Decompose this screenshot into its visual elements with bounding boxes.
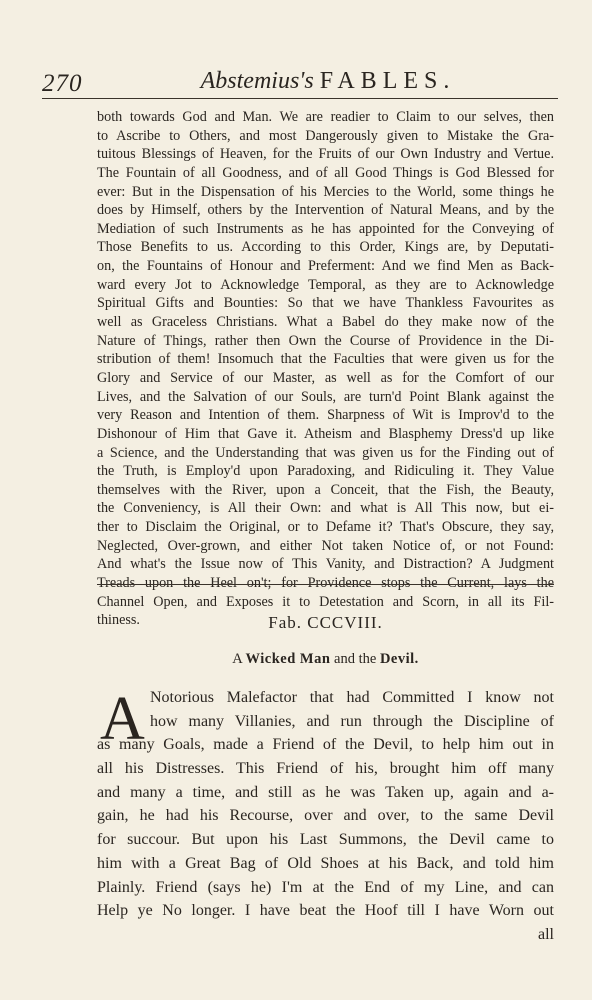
fable-title-article: A: [232, 651, 242, 667]
fable-text: [97, 686, 554, 947]
text-line: The Fountain of all Goodness, and of all Good Things is God Blessed for: [97, 164, 554, 181]
text-line: both towards God and Man. We are readier to Claim to our selves, then: [97, 109, 554, 125]
text-line: tuitous Blessings of Heaven, for the Fruits of our Own Industry and Vertue.: [97, 146, 554, 163]
fable-number-prefix: Fab.: [268, 613, 302, 632]
text-line: Plainly. Friend (says he) I'm at the End of my Line, and can: [97, 878, 554, 896]
text-line: Nature of Things, rather then Own the Course of Providence in the Di-: [97, 332, 554, 349]
text-line: a Science, and the Understanding that was given us for the Finding out of: [97, 444, 554, 461]
running-head: [42, 64, 558, 100]
text-line: the Truth, is Employ'd upon Paradoxing, and Ridiculing it. They Value: [97, 463, 554, 480]
fable-number-numeral: CCCVIII.: [307, 613, 383, 632]
fable-title-devil: Devil.: [379, 651, 419, 667]
running-head-title: [98, 68, 558, 95]
text-line: all his Distresses. This Friend of his, brought him off many: [97, 760, 554, 778]
text-line: for succour. But upon his Last Summons, the Devil came to: [97, 831, 554, 849]
moral-text: [97, 108, 554, 630]
text-line: And what's the Issue now of This Vanity, and Distraction? A Judgment: [97, 556, 554, 573]
running-head-rule: [42, 98, 558, 99]
text-line: the Conveniency, is All their Own: and what is All This now, but ei-: [97, 500, 554, 517]
fable-title-wicked-man: Wicked Man: [245, 651, 331, 667]
section-divider: [97, 584, 554, 585]
text-line: Neglected, Over-grown, and either Not taken Notice of, or not Found:: [97, 537, 554, 554]
text-line: Channel Open, and Exposes it to Detestation and Scorn, in all its Fil-: [97, 593, 554, 610]
text-line: themselves with the River, upon a Conceit, that the Fish, the Beauty,: [97, 481, 554, 498]
text-line: as many Goals, made a Friend of the Devil, to help him out in: [97, 736, 554, 754]
text-line: Mediation of such Instruments as he has appointed for the Conveying of: [97, 220, 554, 237]
running-head-author: Abstemius's: [200, 68, 314, 94]
fable-number: [97, 613, 554, 633]
text-line: Glory and Service of our Master, as well as for the Comfort of our: [97, 369, 554, 386]
running-head-word: FABLES.: [319, 68, 456, 94]
text-line: Lives, and the Salvation of our Souls, are turn'd Point Blank against the: [97, 388, 554, 405]
text-line: gain, he had his Recourse, over and over, to the same Devil: [97, 807, 554, 825]
text-line: ther to Disclaim the Original, or to Defame it? That's Obscure, they say,: [97, 519, 554, 536]
text-line: him with a Great Bag of Old Shoes at his Back, and told him: [97, 854, 554, 872]
text-line: Dishonour of Him that Gave it. Atheism and Blasphemy Dress'd up like: [97, 425, 554, 442]
text-line: ever: But in the Dispensation of his Mercies to the World, some things he: [97, 183, 554, 200]
text-line: ward every Jot to Acknowledge Temporal, as they are to Acknowledge: [97, 276, 554, 293]
drop-cap: A: [100, 685, 145, 753]
text-line: and many a time, and still as he was Taken up, again and a-: [97, 783, 554, 801]
text-line: to Ascribe to Others, and most Dangerously given to Mistake the Gra-: [97, 127, 554, 144]
text-line: how many Villanies, and run through the Discipline of: [150, 712, 554, 730]
text-line: Spiritual Gifts and Bounties: So that we have Thankless Favourites as: [97, 295, 554, 312]
catchword: all: [538, 925, 554, 943]
text-line: Help ye No longer. I have beat the Hoof till I have Worn out: [97, 902, 554, 920]
text-line: well as Graceless Christians. What a Babel do they make now of the: [97, 314, 554, 331]
text-line: very Reason and Intention of them. Sharpness of Wit is Improv'd to the: [97, 407, 554, 424]
text-line: on, the Fountains of Honour and Preferment: And we find Men as Back-: [97, 258, 554, 275]
text-line: does by Himself, others by the Intervention of Natural Means, and by the: [97, 202, 554, 219]
fable-title-and-the: and the: [334, 651, 377, 667]
page-number: 270: [42, 70, 83, 97]
text-line: thiness.: [97, 612, 140, 629]
text-line: stribution of them! Insomuch that the Faculties that were given us for the: [97, 351, 554, 368]
fable-title: [97, 651, 554, 668]
text-line: Treads upon the Heel on't; for Providence stops the Current, lays the: [97, 575, 554, 592]
text-line: Notorious Malefactor that had Committed I know not: [150, 689, 554, 706]
text-line: Those Benefits to us. According to this Order, Kings are, by Deputati-: [97, 239, 554, 256]
